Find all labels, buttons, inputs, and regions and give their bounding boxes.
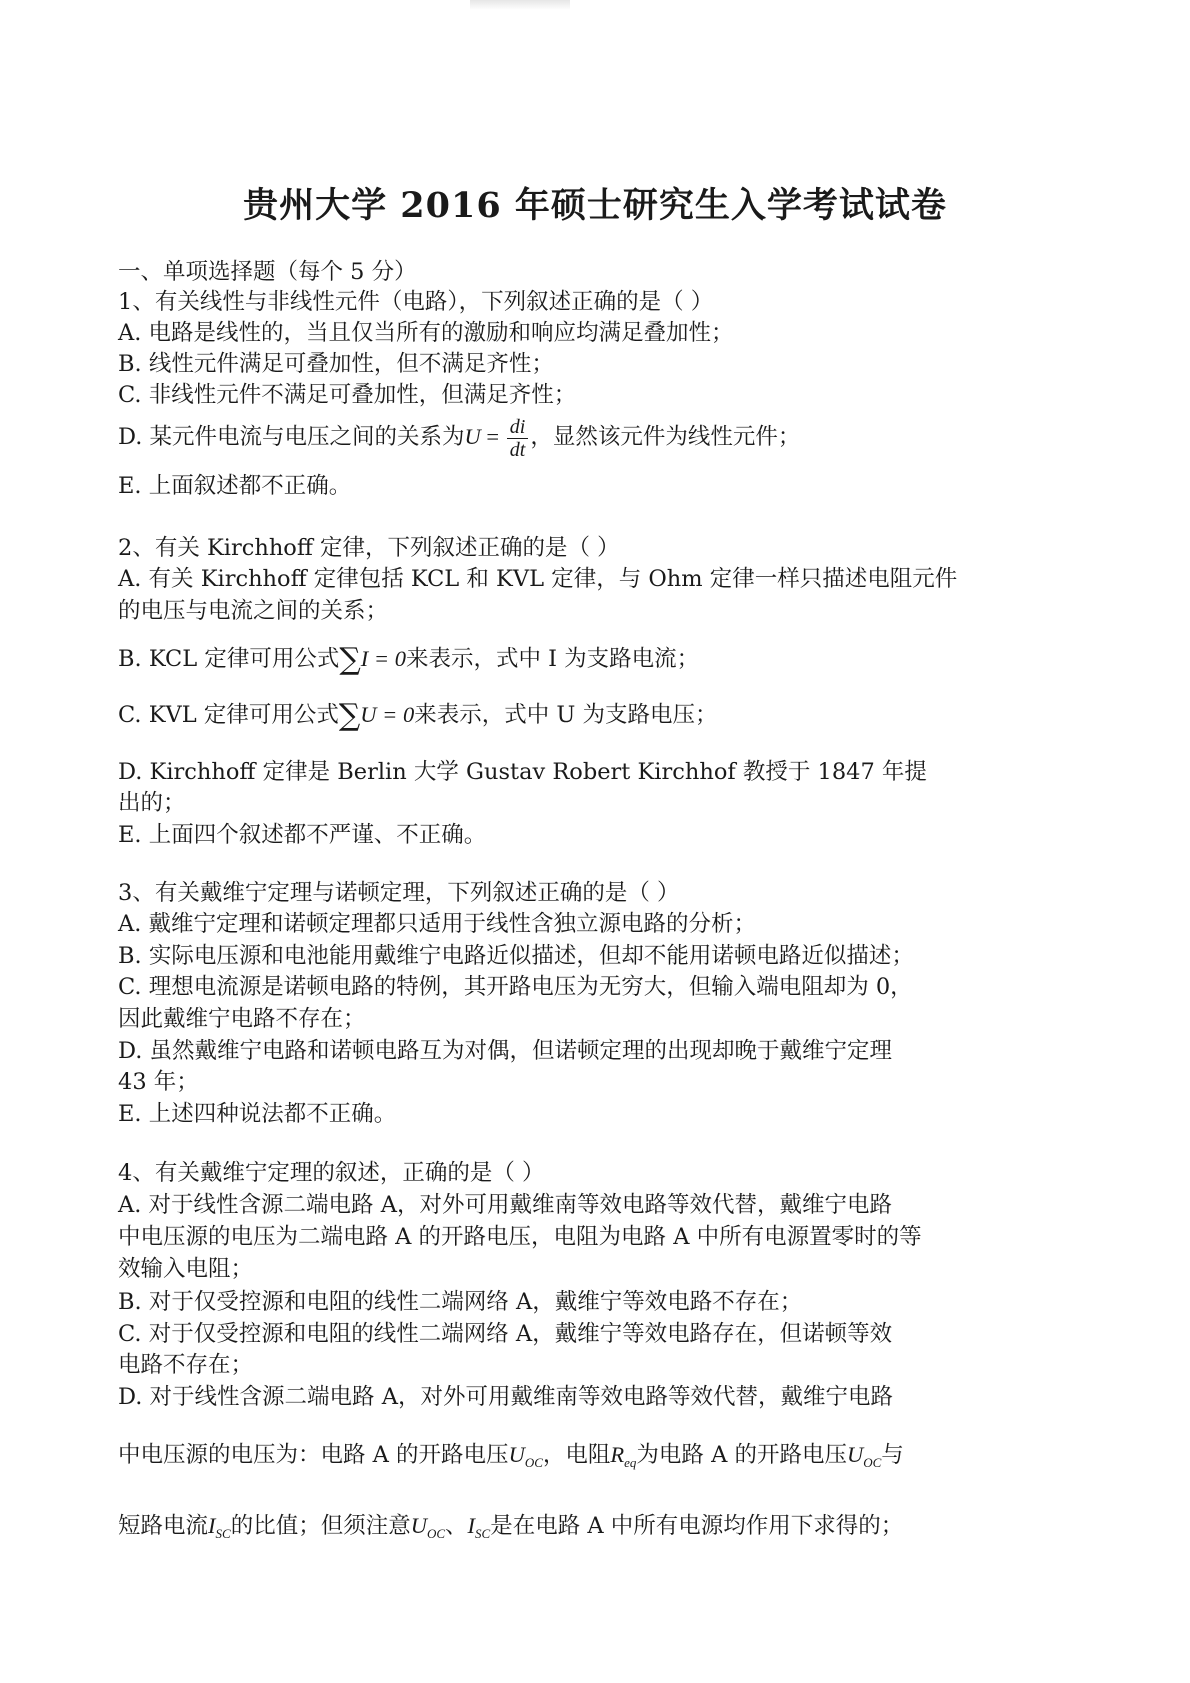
q1-option-c: C. 非线性元件不满足可叠加性，但满足齐性； (118, 382, 577, 408)
q2-option-a-line1: A. 有关 Kirchhoff 定律包括 KCL 和 KVL 定律，与 Ohm 定律一样只描述电阻元件 (118, 566, 958, 592)
q4-d2-sub-oc: OC (524, 1455, 543, 1470)
q4-d3-var-i2: I (467, 1513, 476, 1538)
q4-option-b: B. 对于仅受控源和电阻的线性二端网络 A，戴维宁等效电路不存在； (118, 1289, 803, 1315)
q4-option-a-line1: A. 对于线性含源二端电路 A，对外可用戴维南等效电路等效代替，戴维宁电路 (118, 1192, 892, 1218)
q4-option-d-line1: D. 对于线性含源二端电路 A，对外可用戴维南等效电路等效代替，戴维宁电路 (118, 1384, 893, 1410)
q2-stem: 2、有关 Kirchhoff 定律，下列叙述正确的是（ ） (118, 535, 620, 561)
sum-symbol: ∑ (339, 642, 361, 677)
q2-b-formula: I = 0 (360, 646, 406, 671)
q3-option-d-line2: 43 年； (118, 1069, 199, 1095)
q4-d3-var-i: I (208, 1513, 216, 1538)
q3-option-c-line1: C. 理想电流源是诺顿电路的特例，其开路电压为无穷大，但输入端电阻却为 0， (118, 974, 913, 1000)
q4-option-d-line2 (118, 1437, 904, 1481)
q4-d3-var-u: U (410, 1513, 427, 1538)
q1-d-fraction (507, 416, 529, 461)
q1-option-d (118, 412, 800, 462)
q1-d-var: U (464, 424, 481, 449)
q2-c-text-post: 来表示，式中 U 为支路电压； (414, 702, 718, 728)
q4-d2-text-c: 为电路 A 的开路电压 (636, 1442, 847, 1468)
q2-option-e: E. 上面四个叙述都不严谨、不正确。 (118, 822, 487, 848)
q1-option-b: B. 线性元件满足可叠加性，但不满足齐性； (118, 351, 554, 377)
q1-d-text-post: ，显然该元件为线性元件； (530, 424, 801, 450)
q4-d2-var-u2: U (846, 1442, 864, 1467)
q1-d-eq: = (480, 424, 505, 449)
q3-option-c-line2: 因此戴维宁电路不存在； (118, 1006, 366, 1032)
q1-stem: 1、有关线性与非线性元件（电路），下列叙述正确的是（ ） (118, 289, 714, 315)
q4-d2-sub-oc2: OC (863, 1455, 882, 1470)
q3-option-e: E. 上述四种说法都不正确。 (118, 1101, 397, 1127)
q2-option-d-line2: 出的； (118, 790, 186, 816)
q2-c-formula: U = 0 (360, 702, 415, 727)
q2-b-text-post: 来表示，式中 I 为支路电流； (405, 646, 700, 672)
q4-option-a-line3: 效输入电阻； (118, 1256, 254, 1282)
q3-option-b: B. 实际电压源和电池能用戴维宁电路近似描述，但却不能用诺顿电路近似描述； (118, 943, 914, 969)
q2-option-b (118, 641, 699, 678)
q2-c-text-pre: C. KVL 定律可用公式 (118, 702, 339, 728)
exam-title: 贵州大学 2016 年硕士研究生入学考试试卷 (243, 185, 947, 226)
q2-option-c (118, 697, 718, 734)
q4-d3-sub-sc2: SC (475, 1526, 491, 1541)
q4-d3-sub-sc: SC (215, 1526, 231, 1541)
q4-stem: 4、有关戴维宁定理的叙述，正确的是（ ） (118, 1160, 545, 1186)
q1-option-a: A. 电路是线性的，当且仅当所有的激励和响应均满足叠加性； (118, 320, 734, 346)
q4-option-c-line2: 电路不存在； (118, 1352, 254, 1378)
q4-d3-text-b: 的比值；但须注意 (230, 1513, 411, 1539)
q4-option-d-line3 (118, 1508, 903, 1552)
q1-d-text-pre: D. 某元件电流与电压之间的关系为 (118, 424, 465, 450)
q4-option-c-line1: C. 对于仅受控源和电阻的线性二端网络 A，戴维宁等效电路存在，但诺顿等效 (118, 1321, 893, 1347)
q4-d2-var-u: U (508, 1442, 525, 1467)
q3-stem: 3、有关戴维宁定理与诺顿定理，下列叙述正确的是（ ） (118, 880, 680, 906)
q4-option-a-line2: 中电压源的电压为二端电路 A 的开路电压，电阻为电路 A 中所有电源置零时的等 (118, 1224, 922, 1250)
q3-option-a: A. 戴维宁定理和诺顿定理都只适用于线性含独立源电路的分析； (118, 911, 757, 937)
q1-d-denominator: dt (509, 438, 526, 461)
section-header: 一、单项选择题（每个 5 分） (118, 259, 417, 285)
q4-d3-text-d: 是在电路 A 中所有电源均作用下求得的； (490, 1513, 904, 1539)
q4-d2-sub-eq: eq (624, 1455, 637, 1470)
q2-option-a-line2: 的电压与电流之间的关系； (118, 598, 389, 624)
q4-d3-sub-oc: OC (426, 1526, 446, 1541)
sum-symbol: ∑ (338, 698, 361, 733)
q2-option-d-line1: D. Kirchhoff 定律是 Berlin 大学 Gustav Robert Kirchhof 教授于 1847 年提 (118, 759, 927, 785)
q4-d2-var-r: R (610, 1442, 625, 1467)
q1-d-numerator: di (507, 416, 529, 439)
q4-d2-text-d: 与 (881, 1442, 904, 1468)
q4-d2-text-a: 中电压源的电压为：电路 A 的开路电压 (118, 1442, 509, 1468)
q4-d2-text-b: ，电阻 (542, 1442, 611, 1468)
q4-d3-text-a: 短路电流 (118, 1513, 209, 1539)
q3-option-d-line1: D. 虽然戴维宁电路和诺顿电路互为对偶，但诺顿定理的出现却晚于戴维宁定理 (118, 1038, 893, 1064)
q4-d3-text-c: 、 (445, 1513, 468, 1539)
q1-option-e: E. 上面叙述都不正确。 (118, 473, 352, 499)
q2-b-text-pre: B. KCL 定律可用公式 (118, 646, 340, 672)
scan-artifact (470, 0, 570, 10)
